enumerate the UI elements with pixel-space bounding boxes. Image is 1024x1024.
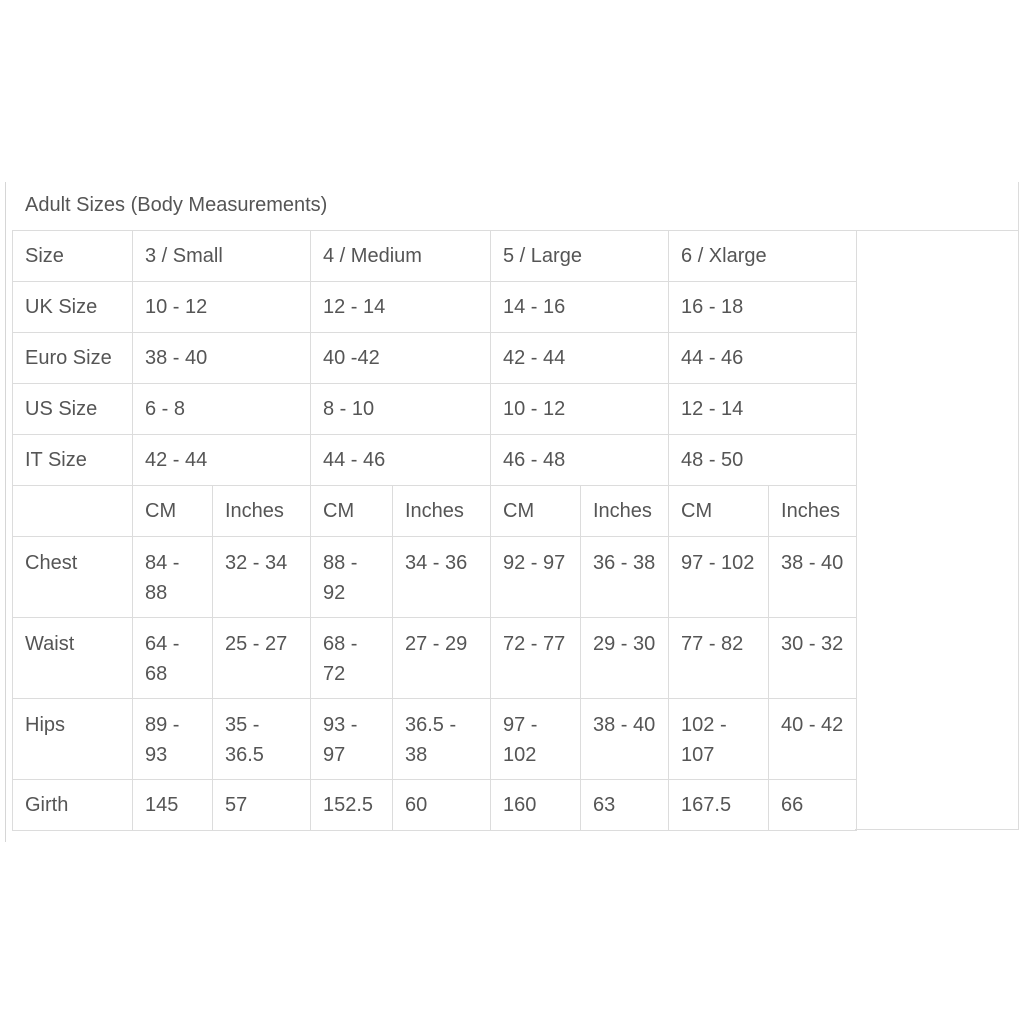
measure-cell: 68 - 72 [311,618,393,699]
measure-cell: 40 - 42 [769,699,857,780]
size-cell: 6 - 8 [133,384,311,435]
size-cell: 16 - 18 [669,282,857,333]
measure-cell: 88 - 92 [311,537,393,618]
row-label: Hips [13,699,133,780]
table-row [13,282,857,333]
row-label: Euro Size [13,333,133,384]
measure-cell: 29 - 30 [581,618,669,699]
row-label: Size [13,231,133,282]
measure-cell: 77 - 82 [669,618,769,699]
unit-header-cell: CM [133,486,213,537]
measure-cell: 97 - 102 [669,537,769,618]
table-extension-area [855,230,1019,830]
row-label: Girth [13,780,133,831]
table-row [13,333,857,384]
measure-cell: 38 - 40 [581,699,669,780]
measure-cell: 63 [581,780,669,831]
row-label: IT Size [13,435,133,486]
unit-header-row [13,486,857,537]
size-cell: 44 - 46 [311,435,491,486]
size-cell: 10 - 12 [491,384,669,435]
unit-header-cell: Inches [213,486,311,537]
measure-cell: 84 - 88 [133,537,213,618]
measure-cell: 89 - 93 [133,699,213,780]
size-cell: 46 - 48 [491,435,669,486]
size-cell: 10 - 12 [133,282,311,333]
measure-cell: 66 [769,780,857,831]
measure-cell: 32 - 34 [213,537,311,618]
row-label: Chest [13,537,133,618]
size-cell: 40 -42 [311,333,491,384]
measure-cell: 38 - 40 [769,537,857,618]
row-label [13,486,133,537]
table-row [13,435,857,486]
measure-cell: 167.5 [669,780,769,831]
size-cell: 12 - 14 [669,384,857,435]
measure-cell: 36.5 - 38 [393,699,491,780]
measure-cell: 27 - 29 [393,618,491,699]
table-row [13,231,857,282]
measure-cell: 36 - 38 [581,537,669,618]
unit-header-cell: Inches [581,486,669,537]
measure-cell: 93 - 97 [311,699,393,780]
unit-header-cell: Inches [393,486,491,537]
unit-header-cell: CM [669,486,769,537]
size-cell: 12 - 14 [311,282,491,333]
size-cell: 42 - 44 [133,435,311,486]
unit-header-cell: CM [491,486,581,537]
size-chart-table [12,230,857,831]
measure-cell: 92 - 97 [491,537,581,618]
measure-cell: 145 [133,780,213,831]
measure-cell: 25 - 27 [213,618,311,699]
unit-header-cell: Inches [769,486,857,537]
size-cell: 14 - 16 [491,282,669,333]
table-caption [12,182,1019,230]
left-border-line [5,182,6,842]
row-label: UK Size [13,282,133,333]
measure-cell: 60 [393,780,491,831]
size-cell: 4 / Medium [311,231,491,282]
row-label: US Size [13,384,133,435]
measure-cell: 34 - 36 [393,537,491,618]
measure-cell: 152.5 [311,780,393,831]
table-caption-text: Adult Sizes (Body Measurements) [25,194,328,216]
size-cell: 42 - 44 [491,333,669,384]
table-row [13,537,857,618]
measure-cell: 102 - 107 [669,699,769,780]
size-cell: 5 / Large [491,231,669,282]
measure-cell: 97 - 102 [491,699,581,780]
size-cell: 3 / Small [133,231,311,282]
size-cell: 44 - 46 [669,333,857,384]
size-cell: 8 - 10 [311,384,491,435]
measure-cell: 72 - 77 [491,618,581,699]
measure-cell: 30 - 32 [769,618,857,699]
table-row [13,384,857,435]
table-row [13,780,857,831]
measure-cell: 160 [491,780,581,831]
measure-cell: 35 - 36.5 [213,699,311,780]
measure-cell: 57 [213,780,311,831]
size-cell: 6 / Xlarge [669,231,857,282]
size-cell: 48 - 50 [669,435,857,486]
unit-header-cell: CM [311,486,393,537]
measure-cell: 64 - 68 [133,618,213,699]
table-row [13,699,857,780]
size-cell: 38 - 40 [133,333,311,384]
table-row [13,618,857,699]
row-label: Waist [13,618,133,699]
